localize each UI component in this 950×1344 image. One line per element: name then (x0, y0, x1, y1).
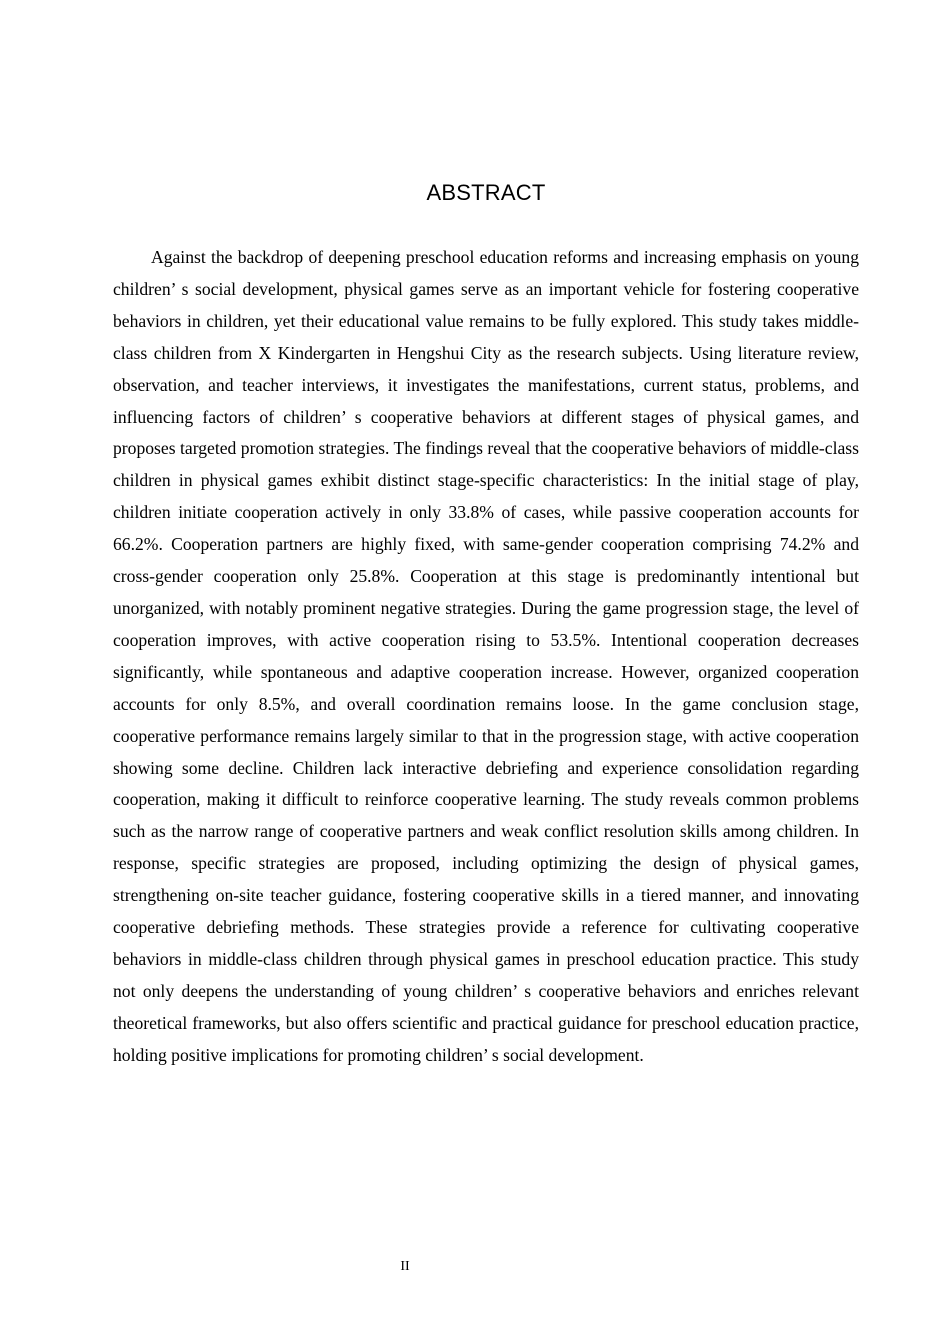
page-number: II (400, 1259, 410, 1274)
abstract-title: ABSTRACT (426, 180, 546, 205)
abstract-paragraph: Against the backdrop of deepening preschool education reforms and increasing emphasis on young children’ s social development, physical games serve as an important vehicle for fostering cooperative behaviors in children, yet their educational value remains to be fully explored. This study takes middle-class children from X Kindergarten in Hengshui City as the research subjects. Using literature review, observation, and teacher interviews, it investigates the manifestations, current status, problems, and influencing factors of children’ s cooperative behaviors at different stages of physical games, and proposes targeted promotion strategies. The findings reveal that the cooperative behaviors of middle-class children in physical games exhibit distinct stage-specific characteristics: In the initial stage of play, children initiate cooperation actively in only 33.8% of cases, while passive cooperation accounts for 66.2%. Cooperation partners are highly fixed, with same-gender cooperation comprising 74.2% and cross-gender cooperation only 25.8%. Cooperation at this stage is predominantly intentional but unorganized, with notably prominent negative strategies. During the game progression stage, the level of cooperation improves, with active cooperation rising to 53.5%. Intentional cooperation decreases significantly, while spontaneous and adaptive cooperation increase. However, organized cooperation accounts for only 8.5%, and overall coordination remains loose. In the game conclusion stage, cooperative performance remains largely similar to that in the progression stage, with active cooperation showing some decline. Children lack interactive debriefing and experience consolidation regarding cooperation, making it difficult to reinforce cooperative learning. The study reveals common problems such as the narrow range of cooperative partners and weak conflict resolution skills among children. In response, specific strategies are proposed, including optimizing the design of physical games, strengthening on-site teacher guidance, fostering cooperative skills in a tiered manner, and innovating cooperative debriefing methods. These strategies provide a reference for cultivating cooperative behaviors in middle-class children through physical games in preschool education practice. This study not only deepens the understanding of young children’ s cooperative behaviors and enriches relevant theoretical frameworks, but also offers scientific and practical guidance for preschool education practice, holding positive implications for promoting children’ s social development. (113, 247, 859, 1065)
